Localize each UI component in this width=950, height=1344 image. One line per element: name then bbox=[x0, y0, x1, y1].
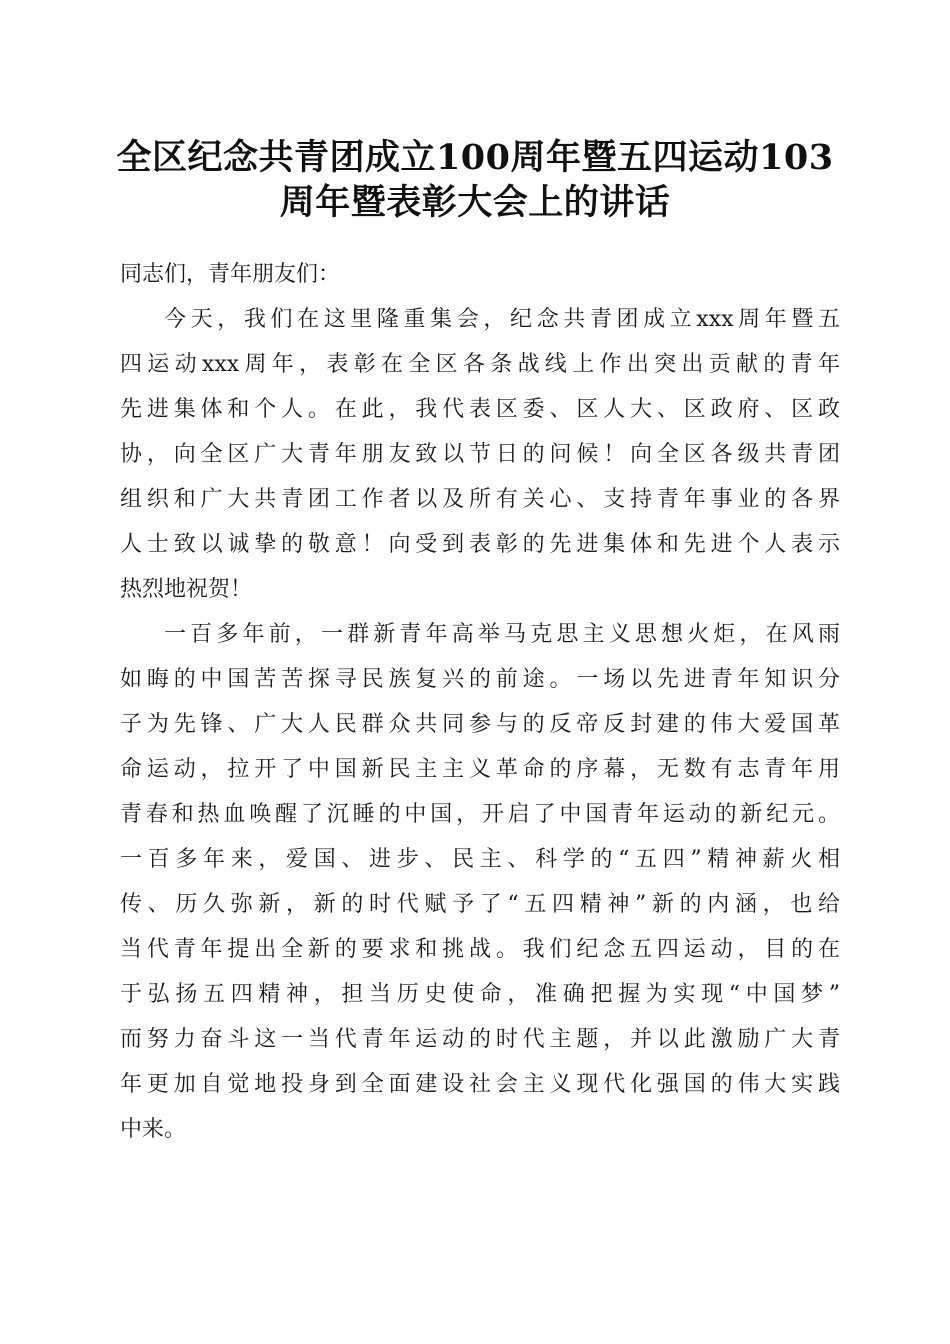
paragraph-line: 中来。 bbox=[120, 1117, 187, 1142]
paragraph-line: 先进集体和个人。在此，我代表区委、区人大、区政府、区政 bbox=[120, 397, 840, 422]
paragraph-line: 子为先锋、广大人民群众共同参与的反帝反封建的伟大爱国革 bbox=[120, 712, 840, 737]
paragraph-line: 四运动xxx周年，表彰在全区各条战线上作出突出贡献的青年 bbox=[120, 352, 840, 377]
paragraph-line: 年更加自觉地投身到全面建设社会主义现代化强国的伟大实践 bbox=[120, 1072, 840, 1097]
paragraph-line: 人士致以诚挚的敬意！向受到表彰的先进集体和先进个人表示 bbox=[120, 532, 840, 557]
paragraph bbox=[120, 297, 840, 612]
paragraph-line: 如晦的中国苦苦探寻民族复兴的前途。一场以先进青年知识分 bbox=[120, 667, 840, 692]
paragraph-line: 一百多年前，一群新青年高举马克思主义思想火炬，在风雨 bbox=[164, 622, 840, 647]
title-line: 全区纪念共青团成立100周年暨五四运动103 bbox=[116, 137, 834, 178]
paragraph-line: 今天，我们在这里隆重集会，纪念共青团成立xxx周年暨五 bbox=[164, 307, 840, 332]
paragraph-line: 热烈地祝贺！ bbox=[120, 577, 253, 602]
paragraph bbox=[120, 612, 840, 1152]
paragraph-line: 而努力奋斗这一当代青年运动的时代主题，并以此激励广大青 bbox=[120, 1027, 840, 1052]
paragraph-line: 命运动，拉开了中国新民主主义革命的序幕，无数有志青年用 bbox=[120, 757, 840, 782]
title-line: 周年暨表彰大会上的讲话 bbox=[279, 182, 671, 223]
paragraph-line: 协，向全区广大青年朋友致以节日的问候！向全区各级共青团 bbox=[120, 442, 840, 467]
paragraph-line: 当代青年提出全新的要求和挑战。我们纪念五四运动，目的在 bbox=[120, 937, 840, 962]
paragraph-line: 传、历久弥新，新的时代赋予了“五四精神”新的内涵，也给 bbox=[120, 892, 840, 917]
paragraph-line: 组织和广大共青团工作者以及所有关心、支持青年事业的各界 bbox=[120, 487, 840, 512]
salutation: 同志们，青年朋友们： bbox=[120, 262, 341, 287]
document-title bbox=[110, 135, 840, 225]
document-body bbox=[120, 252, 840, 1152]
paragraph-line: 青春和热血唤醒了沉睡的中国，开启了中国青年运动的新纪元。 bbox=[120, 802, 840, 827]
paragraph-line: 于弘扬五四精神，担当历史使命，准确把握为实现“中国梦” bbox=[120, 982, 840, 1007]
paragraph-line: 一百多年来，爱国、进步、民主、科学的“五四”精神薪火相 bbox=[120, 847, 840, 872]
